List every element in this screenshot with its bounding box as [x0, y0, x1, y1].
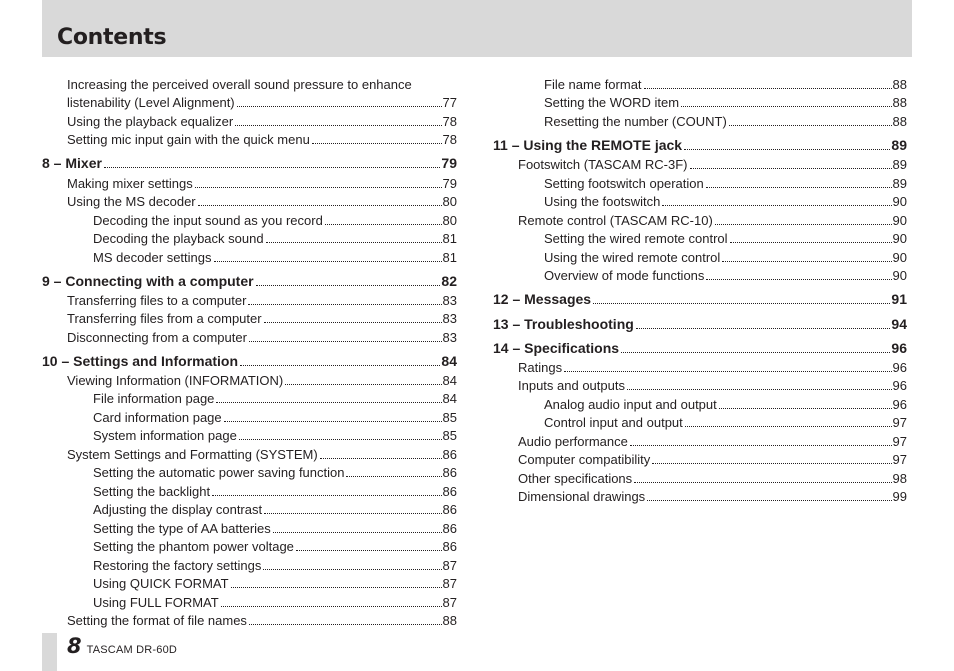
toc-entry[interactable]	[67, 176, 457, 191]
toc-entry-page: 89	[892, 157, 907, 172]
dot-leader	[266, 242, 442, 243]
dot-leader	[719, 408, 892, 409]
toc-entry-label: Transferring files from a computer	[67, 311, 262, 326]
toc-intro-line: Increasing the perceived overall sound pressure to enhance	[67, 77, 412, 92]
toc-subentry-label: Using the wired remote control	[544, 250, 721, 265]
toc-subentry[interactable]	[93, 231, 457, 246]
page-title: Contents	[57, 25, 167, 50]
page-footer	[67, 634, 177, 658]
dot-leader	[706, 187, 892, 188]
toc-entry[interactable]	[67, 95, 457, 110]
toc-entry-page: 99	[892, 489, 907, 504]
dot-leader	[644, 88, 892, 89]
toc-subentry-label: Setting footswitch operation	[544, 176, 704, 191]
toc-subentry-label: Using QUICK FORMAT	[93, 576, 229, 591]
toc-subentry-page: 85	[442, 410, 457, 425]
toc-chapter[interactable]	[493, 137, 907, 153]
toc-chapter-page: 79	[441, 155, 457, 171]
toc-chapter-page: 84	[441, 353, 457, 369]
toc-entry-label: Using the playback equalizer	[67, 114, 234, 129]
toc-subentry-page: 87	[442, 558, 457, 573]
toc-subentry-label: Setting the automatic power saving function	[93, 465, 345, 480]
page-tab-marker	[42, 633, 57, 671]
toc-chapter-page: 94	[891, 316, 907, 332]
toc-subentry[interactable]	[93, 502, 457, 517]
toc-subentry-label: Setting the WORD item	[544, 95, 680, 110]
toc-entry-label: Viewing Information (INFORMATION)	[67, 373, 284, 388]
toc-subentry[interactable]	[93, 576, 457, 591]
toc-entry-label: Setting the format of file names	[67, 613, 247, 628]
toc-subentry-page: 90	[892, 268, 907, 283]
dot-leader	[216, 402, 441, 403]
toc-subentry-label: Setting the type of AA batteries	[93, 521, 271, 536]
dot-leader	[706, 279, 891, 280]
toc-chapter-label: 14 – Specifications	[493, 340, 620, 356]
toc-subentry[interactable]	[93, 595, 457, 610]
dot-leader	[621, 352, 890, 353]
toc-subentry-label: System information page	[93, 428, 237, 443]
toc-subentry[interactable]	[544, 95, 907, 110]
toc-subentry-label: File name format	[544, 77, 642, 92]
toc-chapter-page: 96	[891, 340, 907, 356]
toc-entry[interactable]	[518, 434, 907, 449]
toc-entry-page: 88	[442, 613, 457, 628]
toc-subentry-label: Using the footswitch	[544, 194, 661, 209]
dot-leader	[729, 125, 892, 126]
toc-entry-label: Ratings	[518, 360, 563, 375]
toc-entry-label: Transferring files to a computer	[67, 293, 247, 308]
toc-subentry-label: Control input and output	[544, 415, 683, 430]
dot-leader	[346, 476, 441, 477]
toc-chapter[interactable]	[42, 273, 457, 289]
toc-subentry[interactable]	[93, 558, 457, 573]
toc-entry-label: Using the MS decoder	[67, 194, 196, 209]
toc-chapter[interactable]	[42, 353, 457, 369]
toc-chapter[interactable]	[493, 340, 907, 356]
dot-leader	[636, 328, 891, 329]
toc-entry-page: 78	[442, 132, 457, 147]
toc-subentry-label: Analog audio input and output	[544, 397, 717, 412]
toc-entry[interactable]	[518, 213, 907, 228]
toc-subentry-page: 86	[442, 539, 457, 554]
toc-subentry-label: Overview of mode functions	[544, 268, 705, 283]
dot-leader	[312, 143, 442, 144]
toc-subentry-label: File information page	[93, 391, 215, 406]
toc-subentry-page: 90	[892, 194, 907, 209]
toc-subentry[interactable]	[544, 415, 907, 430]
toc-entry-page: 90	[892, 213, 907, 228]
toc-entry-label: Remote control (TASCAM RC-10)	[518, 213, 713, 228]
toc-subentry[interactable]	[544, 77, 907, 92]
dot-leader	[685, 426, 892, 427]
toc-entry-page: 79	[442, 176, 457, 191]
toc-subentry[interactable]	[93, 465, 457, 480]
toc-subentry-page: 88	[892, 77, 907, 92]
dot-leader	[212, 495, 441, 496]
toc-entry-page: 97	[892, 434, 907, 449]
dot-leader	[198, 205, 442, 206]
toc-subentry-label: Resetting the number (COUNT)	[544, 114, 727, 129]
toc-subentry[interactable]	[93, 521, 457, 536]
toc-subentry[interactable]	[544, 250, 907, 265]
toc-chapter[interactable]	[493, 316, 907, 332]
toc-subentry-label: Decoding the playback sound	[93, 231, 264, 246]
dot-leader	[722, 261, 891, 262]
dot-leader	[681, 106, 891, 107]
dot-leader	[593, 303, 890, 304]
dot-leader	[320, 458, 442, 459]
toc-subentry-page: 90	[892, 250, 907, 265]
toc-subentry-label: Card information page	[93, 410, 222, 425]
toc-chapter-page: 82	[441, 273, 457, 289]
toc-subentry[interactable]	[544, 176, 907, 191]
toc-entry-label: Other specifications	[518, 471, 633, 486]
toc-entry-label: listenability (Level Alignment)	[67, 95, 235, 110]
toc-subentry[interactable]	[93, 484, 457, 499]
dot-leader	[263, 569, 441, 570]
toc-entry[interactable]	[67, 613, 457, 628]
toc-entry[interactable]	[518, 471, 907, 486]
toc-chapter-label: 13 – Troubleshooting	[493, 316, 634, 332]
dot-leader	[564, 371, 891, 372]
toc-entry-label: Disconnecting from a computer	[67, 330, 247, 345]
dot-leader	[264, 513, 441, 514]
toc-subentry[interactable]	[544, 268, 907, 283]
dot-leader	[195, 187, 442, 188]
toc-subentry-label: Using FULL FORMAT	[93, 595, 219, 610]
toc-chapter-label: 10 – Settings and Information	[42, 353, 239, 369]
toc-entry[interactable]	[518, 157, 907, 172]
toc-entry-label: Computer compatibility	[518, 452, 651, 467]
dot-leader	[237, 106, 442, 107]
toc-entry-page: 96	[892, 378, 907, 393]
toc-entry-page: 77	[442, 95, 457, 110]
page-number: 8	[67, 634, 82, 658]
dot-leader	[273, 532, 442, 533]
dot-leader	[264, 322, 442, 323]
dot-leader	[715, 224, 892, 225]
dot-leader	[325, 224, 442, 225]
toc-entry-page: 97	[892, 452, 907, 467]
toc-subentry-page: 85	[442, 428, 457, 443]
dot-leader	[630, 445, 892, 446]
toc-chapter-label: 8 – Mixer	[42, 155, 102, 171]
toc-subentry[interactable]	[544, 114, 907, 129]
toc-subentry[interactable]	[544, 231, 907, 246]
toc-subentry[interactable]	[544, 397, 907, 412]
toc-entry-page: 96	[892, 360, 907, 375]
toc-subentry[interactable]	[93, 250, 457, 265]
toc-subentry-page: 80	[442, 213, 457, 228]
product-name: TASCAM DR-60D	[86, 644, 178, 656]
dot-leader	[249, 624, 442, 625]
toc-entry[interactable]	[67, 132, 457, 147]
toc-entry-page: 98	[892, 471, 907, 486]
toc-chapter[interactable]	[42, 155, 457, 171]
dot-leader	[235, 125, 441, 126]
toc-subentry-label: Restoring the factory settings	[93, 558, 262, 573]
toc-subentry-page: 84	[442, 391, 457, 406]
dot-leader	[104, 167, 440, 168]
toc-chapter-label: 9 – Connecting with a computer	[42, 273, 254, 289]
toc-entry[interactable]	[518, 378, 907, 393]
toc-entry-label: Audio performance	[518, 434, 628, 449]
toc-subentry-page: 86	[442, 465, 457, 480]
toc-chapter-label: 12 – Messages	[493, 291, 592, 307]
toc-subentry-label: Decoding the input sound as you record	[93, 213, 323, 228]
dot-leader	[627, 389, 892, 390]
toc-chapter-label: 11 – Using the REMOTE jack	[493, 137, 683, 153]
toc-entry-page: 78	[442, 114, 457, 129]
toc-entry-page: 84	[442, 373, 457, 388]
toc-entry-label: System Settings and Formatting (SYSTEM)	[67, 447, 318, 462]
toc-entry[interactable]	[67, 293, 457, 308]
toc-entry[interactable]	[518, 360, 907, 375]
toc-subentry-label: MS decoder settings	[93, 250, 212, 265]
dot-leader	[224, 421, 442, 422]
toc-subentry[interactable]	[93, 391, 457, 406]
toc-entry-label: Setting mic input gain with the quick menu	[67, 132, 310, 147]
toc-subentry[interactable]	[93, 539, 457, 554]
toc-subentry-page: 86	[442, 502, 457, 517]
toc-subentry-page: 90	[892, 231, 907, 246]
toc-subentry-label: Adjusting the display contrast	[93, 502, 263, 517]
toc-subentry-page: 81	[442, 231, 457, 246]
toc-entry[interactable]	[518, 452, 907, 467]
toc-entry-label: Footswitch (TASCAM RC-3F)	[518, 157, 688, 172]
toc-entry-page: 86	[442, 447, 457, 462]
toc-subentry[interactable]	[93, 213, 457, 228]
dot-leader	[684, 149, 890, 150]
toc-subentry[interactable]	[93, 410, 457, 425]
dot-leader	[647, 500, 891, 501]
dot-leader	[221, 606, 442, 607]
dot-leader	[239, 439, 442, 440]
toc-subentry-page: 96	[892, 397, 907, 412]
dot-leader	[285, 384, 441, 385]
toc-entry[interactable]	[67, 373, 457, 388]
toc-subentry-page: 87	[442, 576, 457, 591]
toc-entry-page: 83	[442, 293, 457, 308]
toc-subentry-page: 97	[892, 415, 907, 430]
toc-subentry-page: 81	[442, 250, 457, 265]
dot-leader	[652, 463, 891, 464]
dot-leader	[690, 168, 892, 169]
toc-subentry[interactable]	[544, 194, 907, 209]
toc-entry[interactable]	[67, 194, 457, 209]
dot-leader	[634, 482, 891, 483]
toc-entry-label: Dimensional drawings	[518, 489, 646, 504]
toc-entry-label: Making mixer settings	[67, 176, 193, 191]
toc-entry[interactable]	[67, 311, 457, 326]
toc-subentry-page: 88	[892, 114, 907, 129]
toc-subentry-page: 86	[442, 484, 457, 499]
toc-entry-page: 83	[442, 311, 457, 326]
toc-subentry-label: Setting the phantom power voltage	[93, 539, 294, 554]
toc-entry-label: Inputs and outputs	[518, 378, 625, 393]
toc-entry[interactable]	[67, 447, 457, 462]
toc-subentry-page: 87	[442, 595, 457, 610]
dot-leader	[730, 242, 892, 243]
dot-leader	[296, 550, 442, 551]
toc-subentry-label: Setting the backlight	[93, 484, 211, 499]
dot-leader	[662, 205, 891, 206]
toc-entry[interactable]	[518, 489, 907, 504]
toc-subentry-page: 88	[892, 95, 907, 110]
toc-subentry-label: Setting the wired remote control	[544, 231, 728, 246]
toc-entry[interactable]	[67, 114, 457, 129]
toc-entry-page: 83	[442, 330, 457, 345]
toc-subentry[interactable]	[93, 428, 457, 443]
dot-leader	[249, 341, 442, 342]
dot-leader	[248, 304, 441, 305]
dot-leader	[231, 587, 442, 588]
toc-entry[interactable]	[67, 330, 457, 345]
toc-chapter[interactable]	[493, 291, 907, 307]
toc-entry-page: 80	[442, 194, 457, 209]
dot-leader	[214, 261, 442, 262]
toc-subentry-page: 89	[892, 176, 907, 191]
header-band	[42, 0, 912, 57]
dot-leader	[256, 285, 441, 286]
toc-chapter-page: 91	[891, 291, 907, 307]
dot-leader	[240, 365, 440, 366]
toc-subentry-page: 86	[442, 521, 457, 536]
toc-chapter-page: 89	[891, 137, 907, 153]
